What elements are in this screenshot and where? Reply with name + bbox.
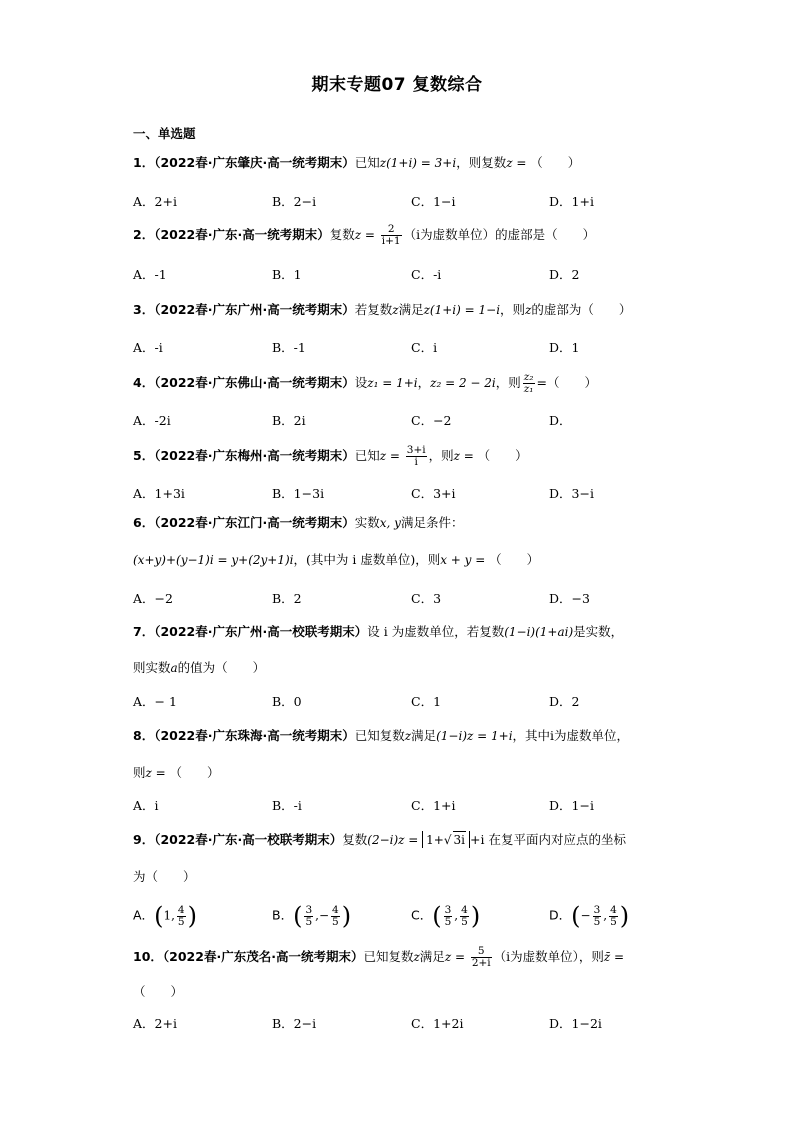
question-text: ，(其中为 i 虚数单位)，则 [293,552,441,567]
numerator: 5 [477,945,485,957]
numerator: 4 [177,903,185,916]
math-expr: z = [354,228,379,242]
coord-sign: − [580,908,591,923]
option-c[interactable]: C．1−i [411,194,456,209]
question-source: （2022春·广东佛山·高一统考期末） [154,375,355,390]
denominator: 5 [177,915,185,928]
fraction [406,445,427,468]
option-c[interactable]: C．3 [411,591,442,606]
option-c[interactable]: C．-i [411,267,442,282]
question-text: ，则复数 [456,155,507,170]
question-text: （ ） [477,448,528,463]
fraction [523,372,535,395]
question-source: （2022春·广东广州·高一统考期末） [154,302,355,317]
option-d[interactable]: D． [549,413,572,428]
question-9 [133,831,673,849]
option-d[interactable]: D．−3 [549,591,590,606]
math-expr: z = [506,156,531,170]
options-9 [133,898,693,932]
question-number: 2． [133,227,155,242]
option-b[interactable]: B．2−i [272,194,317,209]
question-text: ，则 [495,375,521,390]
question-number: 8． [133,728,155,743]
coord-term: 1, [163,908,175,923]
question-text: 的值为（ ） [177,660,266,675]
options-8 [133,796,693,816]
denominator: 5 [305,915,313,928]
numerator: 4 [610,903,617,916]
fraction [381,224,402,247]
denominator: 5 [610,915,617,928]
option-d[interactable]: D．(− $\frac{3}{5}$ , $\frac{4}{5}$ ) [549,902,630,930]
question-10-line-2 [133,983,673,1001]
option-c[interactable]: C．3+i [411,486,456,501]
page-title: 期末专题07 复数综合 [311,75,483,95]
option-b[interactable]: B．-1 [272,340,306,355]
question-text: （ ） [489,552,540,567]
numerator: 3 [305,903,313,916]
question-8 [133,727,673,745]
question-text: 若复数 [354,302,393,317]
options-1 [133,192,693,212]
option-d[interactable]: D．2 [549,267,580,282]
question-9-line-2 [133,868,673,886]
option-label: B． [272,907,294,923]
question-10 [133,946,673,969]
question-text: 满足 [419,949,445,964]
question-text: （ ） [530,155,581,170]
math-expr: x, y [379,516,401,530]
question-source: （2022春·广东茂名·高一统考期末） [162,949,364,964]
question-number: 10． [133,949,163,964]
question-source: （2022春·广东江门·高一统考期末） [154,515,355,530]
question-7 [133,623,673,641]
question-2 [133,224,673,247]
section-heading: 一、单选题 [133,126,196,141]
question-text: ， [417,375,431,390]
question-text: 是实数， [573,624,624,639]
options-3 [133,338,693,358]
question-number: 1． [133,155,155,170]
question-number: 4． [133,375,155,390]
math-expr: z = [145,766,170,780]
coord-separator: ,− [315,908,330,923]
math-expr: a [170,661,178,675]
question-text: （i为虚数单位）的虚部是（ ） [403,227,596,242]
option-d[interactable]: D．1+i [549,194,594,209]
question-text: （i为虚数单位），则 [493,949,604,964]
option-d[interactable]: D．2 [549,694,580,709]
question-text: 复数 [329,227,355,242]
question-number: 6． [133,515,155,530]
question-source: （2022春·广东·高一校联考期末） [154,832,343,847]
math-expr: z = [379,449,404,463]
fraction [177,905,186,928]
options-10 [133,1014,693,1034]
numerator: 3+i [406,444,426,456]
option-c[interactable]: C．1+i [411,798,456,813]
denominator: 5 [444,915,452,928]
question-text: 满足 [411,728,437,743]
fraction [471,946,492,969]
question-text: ，则 [500,302,526,317]
math-expr: z [413,950,420,964]
sqrt-term: 3i [453,833,466,847]
question-text: 为（ ） [133,869,196,884]
question-number: 9． [133,832,155,847]
option-c[interactable]: C．−2 [411,413,452,428]
math-expr: z(1+i) = 3+i [379,156,457,170]
option-d[interactable]: D．1−i [549,798,594,813]
math-expr: z = [453,449,478,463]
options-7 [133,692,693,712]
question-text: 已知复数 [363,949,414,964]
question-6-line-2 [133,551,673,569]
math-expr: x + y = [440,553,490,567]
option-a[interactable]: A．−2 [133,591,173,606]
option-d[interactable]: D．3−i [549,486,594,501]
option-a[interactable]: A．-i [133,340,163,355]
question-source: （2022春·广东·高一统考期末） [154,227,330,242]
absolute-value: 1+√ 3i [422,831,470,848]
option-a[interactable]: A．2+i [133,1016,177,1031]
option-a[interactable]: A．− 1 [133,694,177,709]
option-c[interactable]: C．( $\frac{3}{5}$ , $\frac{4}{5}$ ) [411,902,481,930]
option-a[interactable]: A．2+i [133,194,177,209]
question-text: 复数 [342,832,368,847]
option-b[interactable]: B．0 [272,694,302,709]
question-number: 5． [133,448,155,463]
options-2 [133,265,693,285]
question-text: 则 [133,765,146,780]
fraction [304,905,313,928]
options-5 [133,484,693,504]
question-text: +i 在复平面内对应点的坐标 [470,832,626,847]
coord-separator: , [454,908,459,923]
math-expr: z̄ = [603,950,625,964]
numerator: 3 [444,903,452,916]
math-expr: z [404,729,412,743]
question-7-line-2 [133,659,673,677]
math-expr: z(1+i) = 1−i [423,303,501,317]
math-expr: z = [444,950,469,964]
options-4 [133,411,693,431]
option-b[interactable]: B．2i [272,413,306,428]
question-text: 的虚部为（ ） [531,302,632,317]
question-text: 设 i 为虚数单位，若复数 [367,624,505,639]
options-6 [133,589,693,609]
option-a[interactable]: A．i [133,798,159,813]
question-text: ，其中i为虚数单位， [512,728,630,743]
question-source: （2022春·广东广州·高一校联考期末） [154,624,368,639]
option-b[interactable]: B．2−i [272,1016,317,1031]
question-number: 3． [133,302,155,317]
denominator: 2+i [471,957,491,969]
option-a[interactable]: A．-1 [133,267,167,282]
option-c[interactable]: C．1+2i [411,1016,464,1031]
fraction [593,905,602,928]
option-d[interactable]: D．1−2i [549,1016,602,1031]
option-b[interactable]: B．( $\frac{3}{5}$ ,− $\frac{4}{5}$ ) [272,902,352,930]
option-label: A． [133,907,155,923]
numerator: 2 [387,223,395,235]
option-a[interactable]: A．(1, $\frac{4}{5}$ ) [133,902,197,930]
math-expr: z₂ = 2 − 2i [430,376,496,390]
question-8-line-2 [133,764,673,782]
question-number: 7． [133,624,155,639]
math-expr: (x+y)+(y−1)i = y+(2y+1)i [133,553,294,567]
question-5 [133,445,673,468]
numerator: 3 [593,903,601,916]
denominator: 5 [332,915,339,928]
numerator: z₂ [523,371,534,383]
numerator: 4 [461,903,468,916]
question-text: 已知复数 [354,728,405,743]
math-expr: (1−i)(1+ai) [504,625,574,639]
question-text: （ ） [169,765,220,780]
option-a[interactable]: A．-2i [133,413,171,428]
fraction [331,905,340,928]
question-text: 已知 [354,448,380,463]
option-a[interactable]: A．1+3i [133,486,185,501]
abs-term: 1+ [426,833,444,847]
question-text: =（ ） [536,375,597,390]
question-6 [133,514,673,532]
fraction [609,905,618,928]
question-3 [133,301,673,319]
coord-separator: , [603,908,608,923]
question-text: 则实数 [133,660,171,675]
math-expr: (2−i)z = [367,833,423,847]
question-text: 实数 [354,515,380,530]
question-source: （2022春·广东梅州·高一统考期末） [154,448,355,463]
option-b[interactable]: B．1 [272,267,302,282]
denominator: z₁ [523,383,534,395]
denominator: 5 [461,915,468,928]
denominator: i [414,456,418,468]
fraction [460,905,469,928]
math-expr: z [525,303,532,317]
math-expr: z [392,303,399,317]
option-d[interactable]: D．1 [549,340,580,355]
question-text: 设 [354,375,368,390]
question-text: 满足 [398,302,424,317]
numerator: 4 [332,903,339,916]
option-c[interactable]: C．i [411,340,438,355]
question-source: （2022春·广东肇庆·高一统考期末） [154,155,355,170]
denominator: i+1 [381,235,401,247]
question-text: 满足条件： [400,515,464,530]
question-1 [133,154,673,172]
option-b[interactable]: B．1−3i [272,486,325,501]
option-b[interactable]: B．-i [272,798,302,813]
option-c[interactable]: C．1 [411,694,442,709]
question-text: 已知 [354,155,380,170]
option-label: D． [549,907,572,923]
fraction [444,905,453,928]
option-label: C． [411,907,433,923]
math-expr: z₁ = 1+i [367,376,418,390]
option-b[interactable]: B．2 [272,591,302,606]
denominator: 5 [593,915,601,928]
math-expr: (1−i)z = 1+i [436,729,513,743]
question-text: （ ） [133,984,184,999]
question-text: ，则 [428,448,454,463]
question-4 [133,372,673,395]
question-source: （2022春·广东珠海·高一统考期末） [154,728,355,743]
